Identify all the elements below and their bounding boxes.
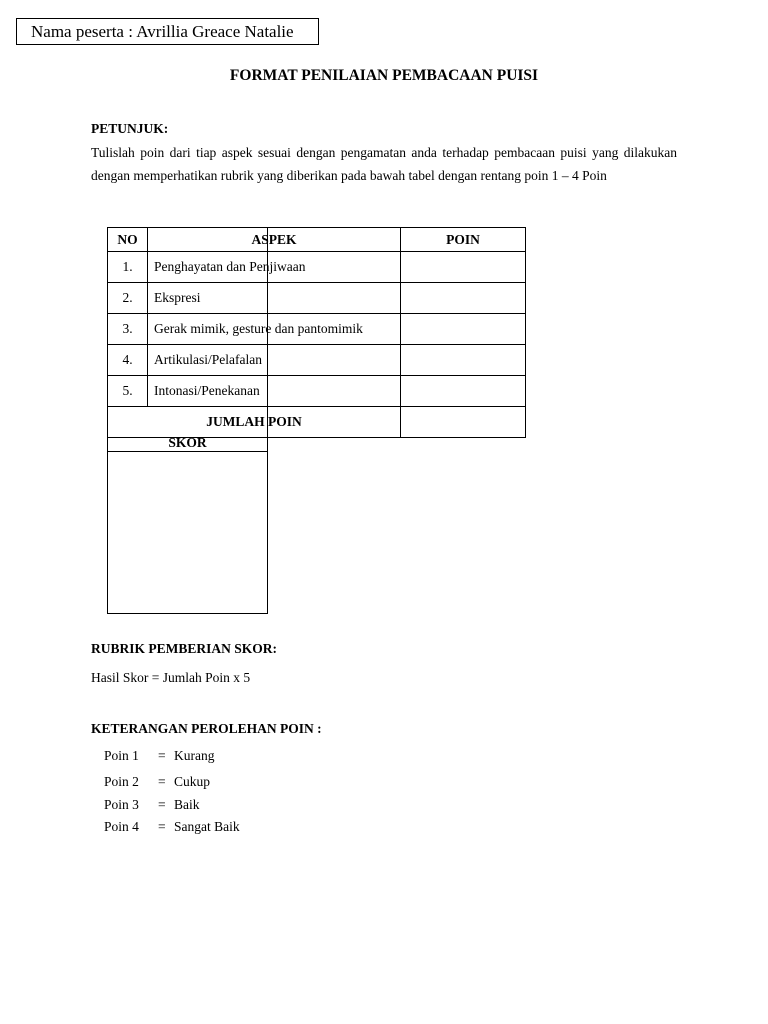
legend-label: Poin 4 bbox=[104, 819, 139, 834]
row-aspek: Penghayatan dan Penjiwaan bbox=[148, 252, 401, 283]
row-aspek: Intonasi/Penekanan bbox=[148, 376, 401, 407]
row-poin-cell[interactable] bbox=[401, 376, 526, 407]
row-aspek: Gerak mimik, gesture dan pantomimik bbox=[148, 314, 401, 345]
rubrik-heading: RUBRIK PEMBERIAN SKOR: bbox=[91, 641, 278, 656]
row-no: 2. bbox=[108, 283, 148, 314]
row-no: 1. bbox=[108, 252, 148, 283]
score-header: SKOR bbox=[107, 434, 268, 452]
keterangan-heading: KETERANGAN PEROLEHAN POIN : bbox=[91, 721, 322, 736]
row-poin-cell[interactable] bbox=[401, 252, 526, 283]
legend-equals: = bbox=[158, 797, 166, 812]
row-aspek: Artikulasi/Pelafalan bbox=[148, 345, 401, 376]
document-title: FORMAT PENILAIAN PEMBACAAN PUISI bbox=[229, 67, 539, 84]
header-no: NO bbox=[108, 228, 148, 252]
legend-desc: Kurang bbox=[174, 748, 215, 763]
legend-equals: = bbox=[158, 819, 166, 834]
row-no: 3. bbox=[108, 314, 148, 345]
total-row bbox=[108, 407, 526, 438]
participant-name-label: Nama peserta : Avrillia Greace Natalie bbox=[31, 22, 294, 41]
table-row bbox=[108, 376, 526, 407]
table-header-row bbox=[108, 228, 526, 252]
petunjuk-text: Tulislah poin dari tiap aspek sesuai dengan pengamatan anda terhadap pembacaan puisi yang dilakukan dengan memperhatikan rubrik yang diberikan pada bawah tabel dengan rentang poin 1 – 4 Poin bbox=[91, 145, 677, 183]
total-label: JUMLAH POIN bbox=[108, 407, 401, 438]
legend-label: Poin 1 bbox=[104, 748, 139, 763]
assessment-table bbox=[107, 227, 526, 438]
row-poin-cell[interactable] bbox=[401, 345, 526, 376]
legend-desc: Sangat Baik bbox=[174, 819, 240, 834]
petunjuk-heading: PETUNJUK: bbox=[91, 121, 169, 136]
table-row bbox=[108, 314, 526, 345]
table-row bbox=[108, 283, 526, 314]
row-no: 5. bbox=[108, 376, 148, 407]
legend-label: Poin 3 bbox=[104, 797, 139, 812]
legend-equals: = bbox=[158, 748, 166, 763]
row-poin-cell[interactable] bbox=[401, 314, 526, 345]
header-poin: POIN bbox=[401, 228, 526, 252]
table-row bbox=[108, 345, 526, 376]
row-no: 4. bbox=[108, 345, 148, 376]
total-poin-cell[interactable] bbox=[401, 407, 526, 438]
legend-desc: Cukup bbox=[174, 774, 211, 789]
legend-equals: = bbox=[158, 774, 166, 789]
participant-name-box bbox=[16, 18, 319, 45]
legend-label: Poin 2 bbox=[104, 774, 139, 789]
rubrik-formula: Hasil Skor = Jumlah Poin x 5 bbox=[91, 670, 251, 685]
header-aspek: ASPEK bbox=[148, 228, 401, 252]
legend-desc: Baik bbox=[174, 797, 200, 812]
row-aspek: Ekspresi bbox=[148, 283, 401, 314]
row-poin-cell[interactable] bbox=[401, 283, 526, 314]
table-row bbox=[108, 252, 526, 283]
